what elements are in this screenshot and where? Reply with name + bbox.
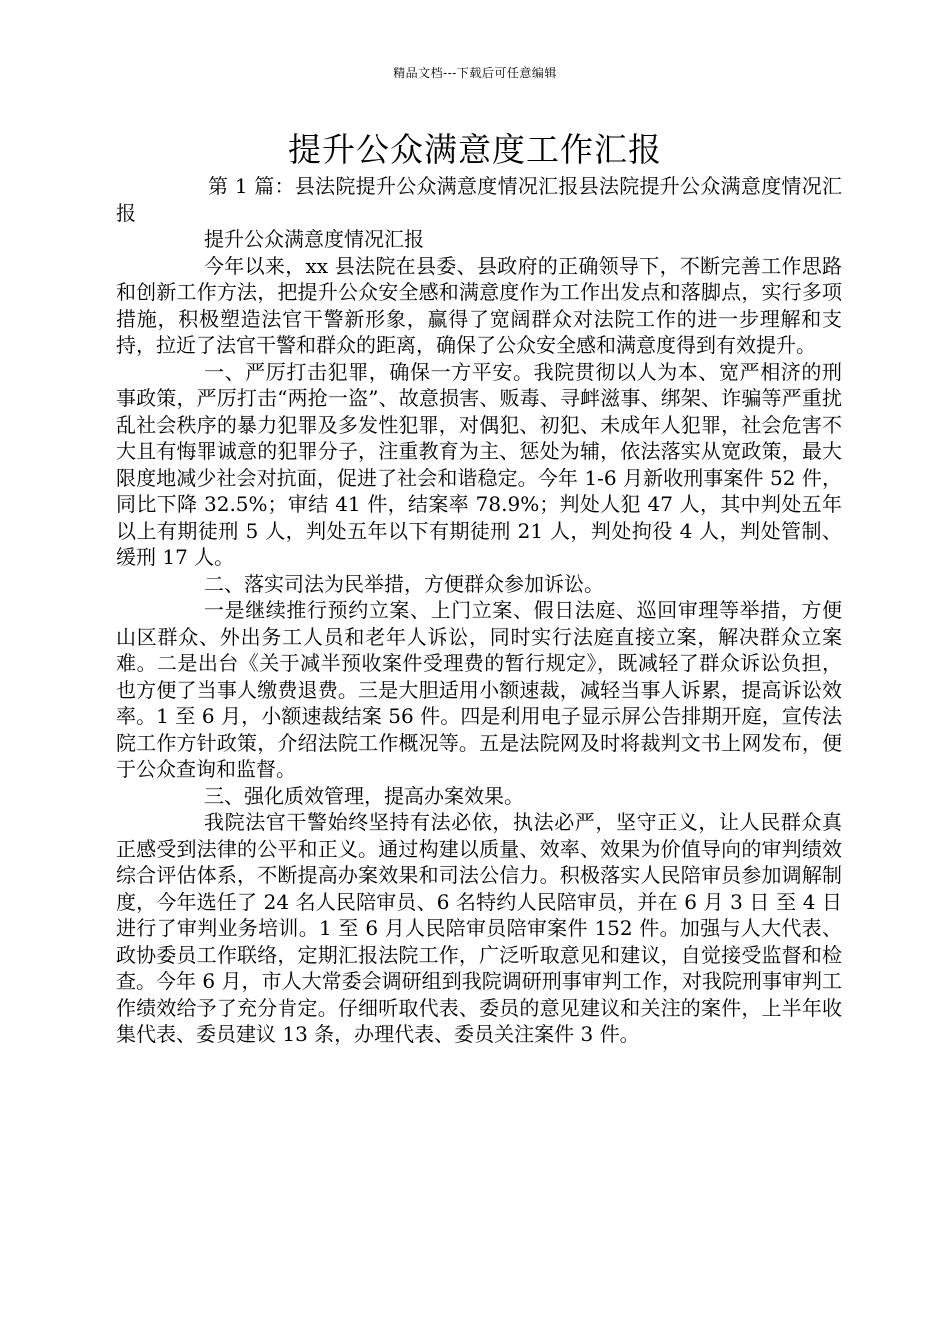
section-heading-judicial-measures: 二、落实司法为民举措，方便群众参加诉讼。 (204, 571, 604, 596)
paragraph-crime-crackdown: 一、严厉打击犯罪，确保一方平安。我院贯彻以人为本、宽严相济的刑事政策，严厉打击“两抢一盗”、故意损害、贩毒、寻衅滋事、绑架、诈骗等严重扰乱社会秩序的暴力犯罪及多发性犯罪，对偶犯、初犯、未成年人犯罪，社会危害不大且有悔罪诚意的犯罪分子，注重教育为主、惩处为辅，依法落实从宽政策，最大限度地减少社会对抗面，促进了社会和谐稳定。今年 1-6 月新收刑事案件 52 件，同比下降 32.5%；审结 41 件，结案率 78.9%；判处人犯 47 人，其中判处五年以上有期徒刑 5 人，判处五年以下有期徒刑 21 人，判处拘役 4 人，判处管制、缓刑 17 人。 (116, 359, 842, 569)
document-body (116, 173, 842, 1048)
paragraph-judicial-measures: 一是继续推行预约立案、上门立案、假日法庭、巡回审理等举措，方便山区群众、外出务工人员和老年人诉讼，同时实行法庭直接立案，解决群众立案难。二是出台《关于减半预收案件受理费的暂行规定》，既减轻了群众诉讼负担，也方便了当事人缴费退费。三是大胆适用小额速裁，减轻当事人诉累，提高诉讼效率。1 至 6 月，小额速裁结案 56 件。四是利用电子显示屏公告排期开庭，宣传法院工作方针政策，介绍法院工作概况等。五是法院网及时将裁判文书上网发布，便于公众查询和监督。 (116, 598, 842, 781)
section-heading-part-1: 第 1 篇：县法院提升公众满意度情况汇报县法院提升公众满意度情况汇报 (116, 174, 842, 225)
report-subtitle: 提升公众满意度情况汇报 (204, 227, 424, 251)
paragraph-intro: 今年以来，xx 县法院在县委、县政府的正确领导下，不断完善工作思路和创新工作方法，把提升公众安全感和满意度作为工作出发点和落脚点，实行多项措施，积极塑造法官干警新形象，赢得了宽阔群众对法院工作的进一步理解和支持，拉近了法官干警和群众的距离，确保了公众安全感和满意度得到有效提升。 (116, 253, 842, 357)
section-heading-quality-management: 三、强化质效管理，提高办案效果。 (204, 783, 524, 808)
document-title: 提升公众满意度工作汇报 (288, 130, 662, 169)
paragraph-quality-management: 我院法官干警始终坚持有法必依，执法必严，坚守正义，让人民群众真正感受到法律的公平和正义。通过构建以质量、效率、效果为价值导向的审判绩效综合评估体系，不断提高办案效果和司法公信力。积极落实人民陪审员参加调解制度，今年选任了 24 名人民陪审员、6 名特约人民陪审员，并在 6 月 3 日 至 4 日进行了审判业务培训。1 至 6 月人民陪审员陪审案件 152 件。加强与人大代表、政协委员工作联络，定期汇报法院工作，广泛听取意见和建议，自觉接受监督和检查。今年 6 月，市人大常委会调研组到我院调研刑事审判工作，对我院刑事审判工作绩效给予了充分肯定。仔细听取代表、委员的意见建议和关注的案件，上半年收集代表、委员建议 13 条，办理代表、委员关注案件 3 件。 (116, 810, 842, 1046)
header-note: 精品文档---下载后可任意编辑 (393, 66, 557, 80)
